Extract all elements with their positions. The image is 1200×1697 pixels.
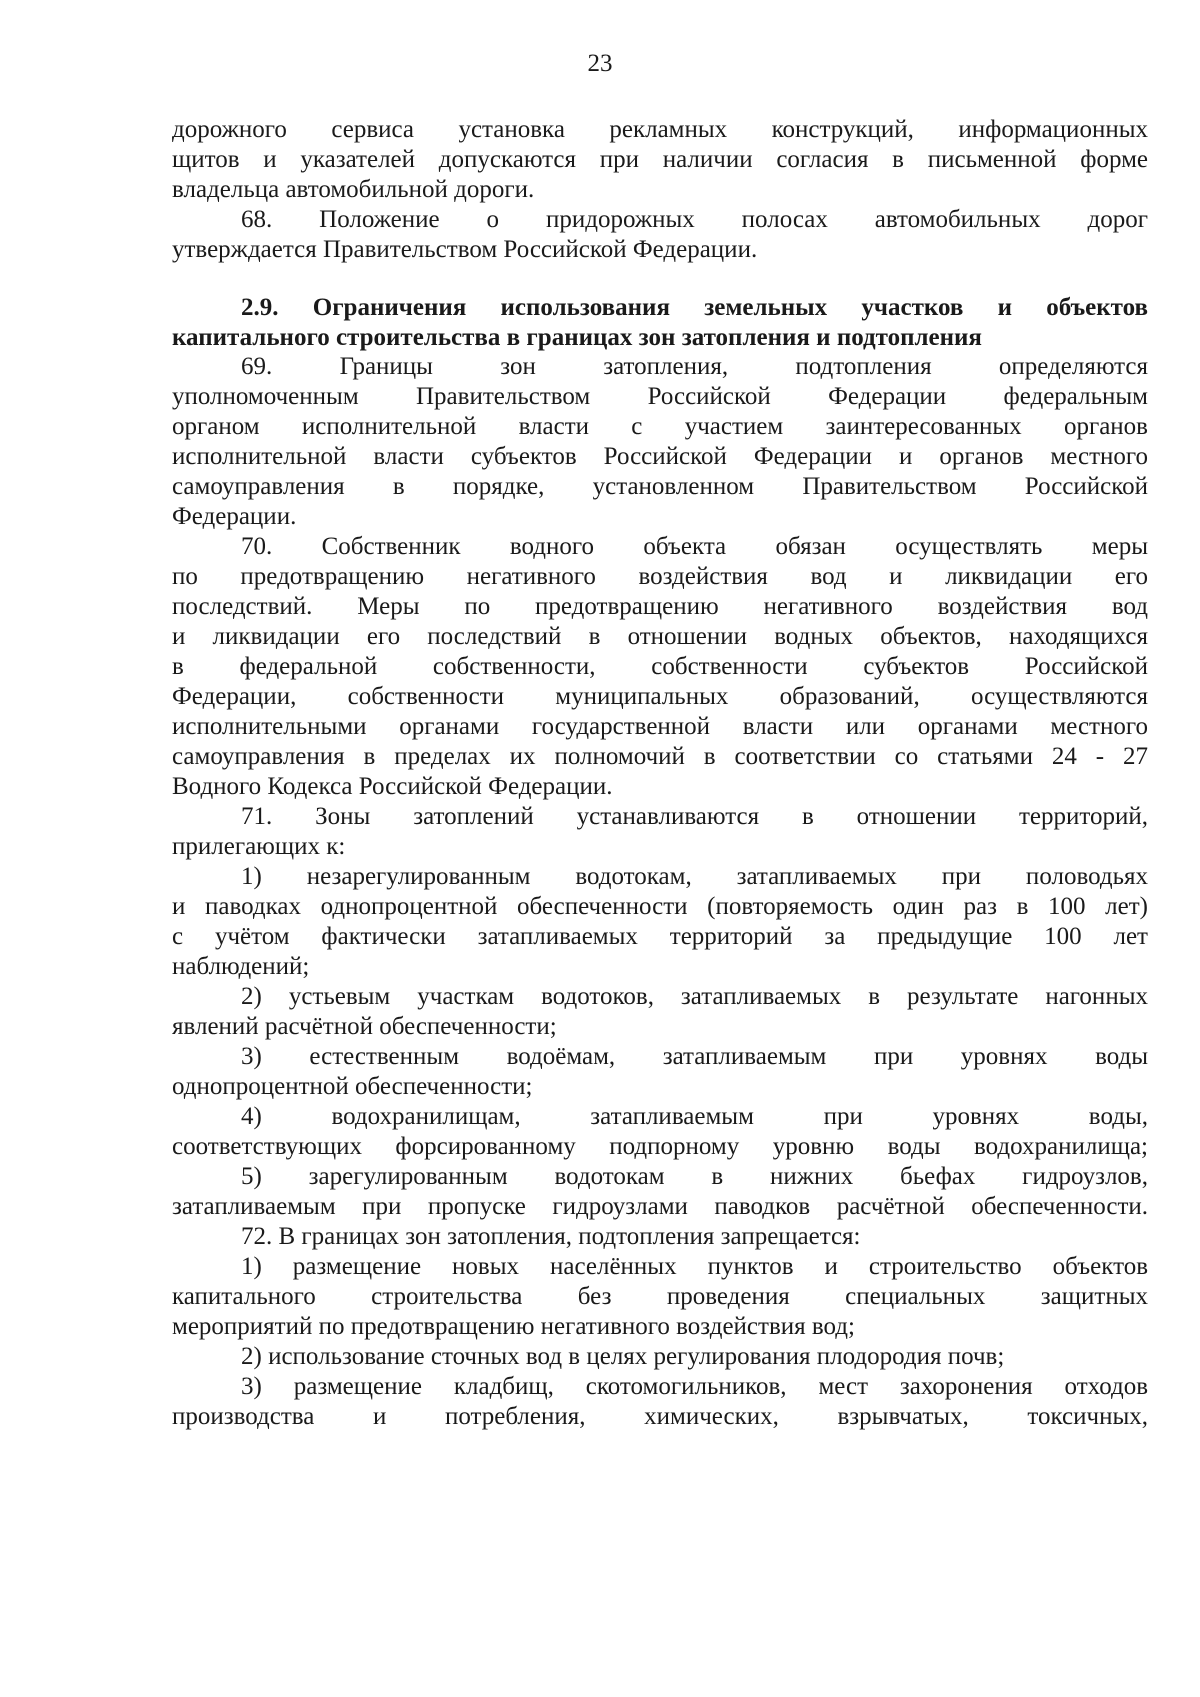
text-line: 3) естественным водоёмам, затапливаемым при уровнях воды [241, 1043, 1148, 1070]
text-line: однопроцентной обеспеченности; [172, 1073, 533, 1100]
text-line: утверждается Правительством Российской Федерации. [172, 236, 758, 263]
text-line: 68. Положение о придорожных полосах автомобильных дорог [241, 206, 1148, 233]
text-line: в федеральной собственности, собственности субъектов Российской [172, 653, 1148, 680]
text-line: исполнительной власти субъектов Российской Федерации и органов местного [172, 443, 1148, 470]
text-line: и паводках однопроцентной обеспеченности (повторяемость один раз в 100 лет) [172, 893, 1148, 920]
text-line: мероприятий по предотвращению негативного воздействия вод; [172, 1313, 855, 1340]
text-line: прилегающих к: [172, 833, 346, 860]
text-line: самоуправления в порядке, установленном Правительством Российской [172, 473, 1148, 500]
text-line: явлений расчётной обеспеченности; [172, 1013, 557, 1040]
text-line: наблюдений; [172, 953, 310, 980]
section-heading: капитального строительства в границах зон затопления и подтопления [172, 324, 982, 351]
text-line: Федерации, собственности муниципальных образований, осуществляются [172, 683, 1148, 710]
text-line: Водного Кодекса Российской Федерации. [172, 773, 613, 800]
text-line: щитов и указателей допускаются при наличии согласия в письменной форме [172, 146, 1148, 173]
text-line: самоуправления в пределах их полномочий в соответствии со статьями 24 - 27 [172, 743, 1148, 770]
section-heading: 2.9. Ограничения использования земельных участков и объектов [241, 294, 1148, 321]
text-line: последствий. Меры по предотвращению негативного воздействия вод [172, 593, 1148, 620]
text-line: 5) зарегулированным водотокам в нижних бьефах гидроузлов, [241, 1163, 1148, 1190]
text-line: по предотвращению негативного воздействия вод и ликвидации его [172, 563, 1148, 590]
page-number: 23 [587, 50, 613, 77]
text-line: 71. Зоны затоплений устанавливаются в отношении территорий, [241, 803, 1148, 830]
text-line: с учётом фактически затапливаемых территорий за предыдущие 100 лет [172, 923, 1148, 950]
text-line: 72. В границах зон затопления, подтопления запрещается: [241, 1223, 861, 1250]
text-line: 2) использование сточных вод в целях регулирования плодородия почв; [241, 1343, 1005, 1370]
text-line: соответствующих форсированному подпорному уровню воды водохранилища; [172, 1133, 1148, 1160]
text-line: исполнительными органами государственной власти или органами местного [172, 713, 1148, 740]
text-line: Федерации. [172, 503, 297, 530]
text-line: дорожного сервиса установка рекламных конструкций, информационных [172, 116, 1148, 143]
text-line: 70. Собственник водного объекта обязан осуществлять меры [241, 533, 1148, 560]
text-line: уполномоченным Правительством Российской Федерации федеральным [172, 383, 1148, 410]
text-line: 1) незарегулированным водотокам, затапливаемых при половодьях [241, 863, 1148, 890]
text-line: 3) размещение кладбищ, скотомогильников, мест захоронения отходов [241, 1373, 1148, 1400]
text-line: затапливаемым при пропуске гидроузлами паводков расчётной обеспеченности. [172, 1193, 1148, 1220]
text-line: и ликвидации его последствий в отношении водных объектов, находящихся [172, 623, 1148, 650]
text-line: органом исполнительной власти с участием заинтересованных органов [172, 413, 1148, 440]
text-line: 69. Границы зон затопления, подтопления определяются [241, 353, 1148, 380]
text-line: производства и потребления, химических, взрывчатых, токсичных, [172, 1403, 1148, 1430]
text-line: 4) водохранилищам, затапливаемым при уровнях воды, [241, 1103, 1148, 1130]
text-line: 2) устьевым участкам водотоков, затапливаемых в результате нагонных [241, 983, 1148, 1010]
text-line: капитального строительства без проведения специальных защитных [172, 1283, 1148, 1310]
text-line: 1) размещение новых населённых пунктов и строительство объектов [241, 1253, 1148, 1280]
text-line: владельца автомобильной дороги. [172, 176, 535, 203]
